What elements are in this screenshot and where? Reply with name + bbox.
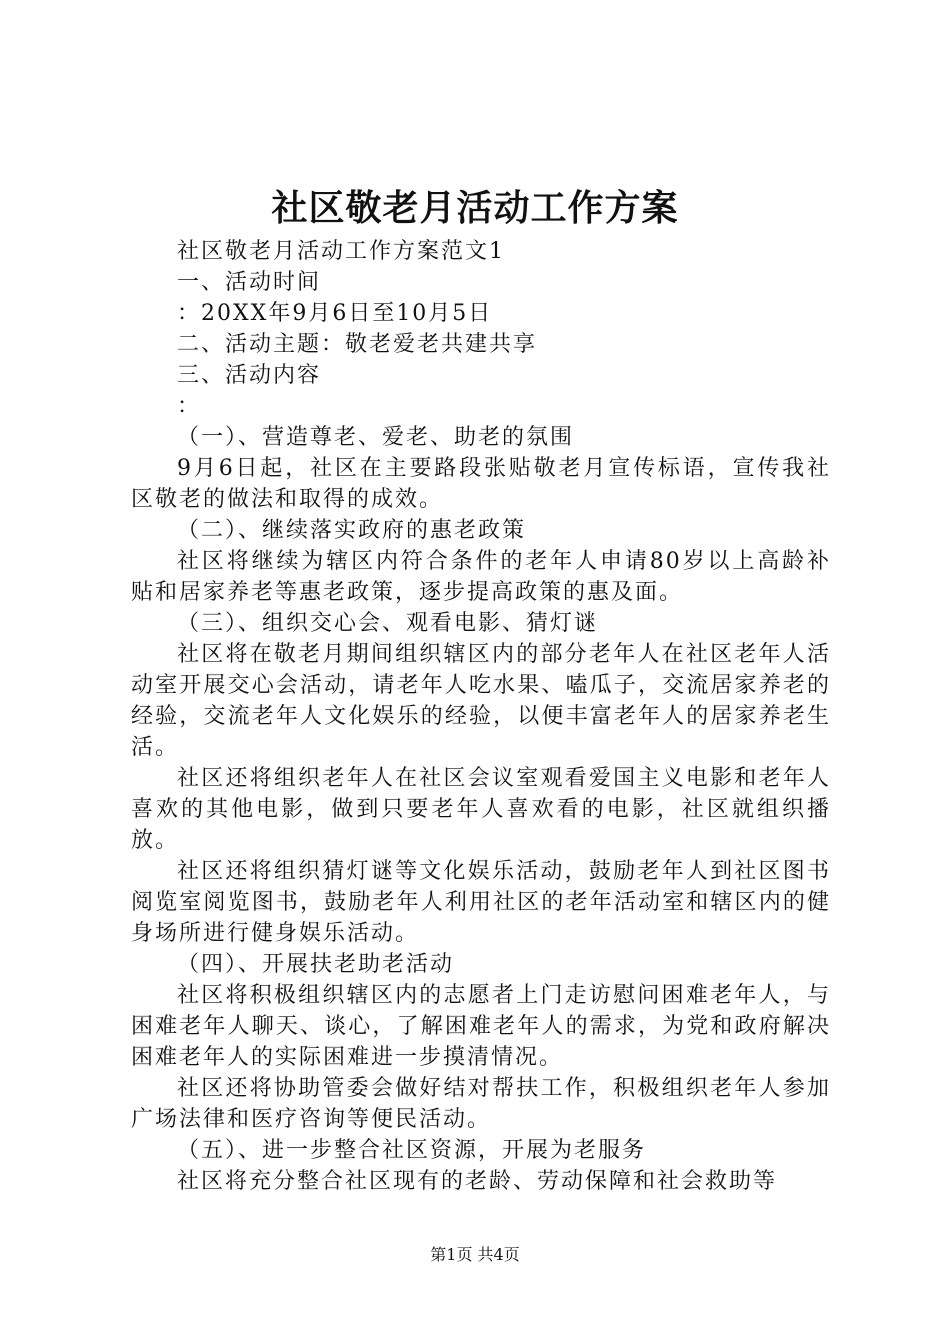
- section-heading-1: （一）、营造尊老、爱老、助老的氛围: [177, 425, 575, 450]
- heading-activity-time: 一、活动时间: [177, 270, 322, 295]
- section-4-paragraph-1: 社区将积极组织辖区内的志愿者上门走访慰问困难老年人，与困难老年人聊天、谈心，了解困难老年人的需求，为党和政府解决困难老年人的实际困难进一步摸清情况。: [131, 983, 831, 1070]
- section-3-paragraph-3: 社区还将组织猜灯谜等文化娱乐活动，鼓励老年人到社区图书阅览室阅览图书，鼓励老年人利用社区的老年活动室和辖区内的健身场所进行健身娱乐活动。: [131, 859, 831, 946]
- section-3-paragraph-1: 社区将在敬老月期间组织辖区内的部分老年人在社区老年人活动室开展交心会活动，请老年人吃水果、嗑瓜子，交流居家养老的经验，交流老年人文化娱乐的经验，以便丰富老年人的居家养老生活。: [131, 642, 831, 760]
- section-heading-3: （三）、组织交心会、观看电影、猜灯谜: [177, 611, 599, 636]
- section-heading-4: （四）、开展扶老助老活动: [177, 952, 455, 977]
- activity-time-value: ：20XX年9月6日至10月5日: [177, 301, 493, 326]
- section-2-paragraph-1: 社区将继续为辖区内符合条件的老年人申请80岁以上高龄补贴和居家养老等惠老政策，逐步提高政策的惠及面。: [131, 549, 831, 605]
- subtitle-line: 社区敬老月活动工作方案范文1: [177, 239, 505, 264]
- heading-activity-theme: 二、活动主题：敬老爱老共建共享: [177, 332, 538, 357]
- section-4-paragraph-2: 社区还将协助管委会做好结对帮扶工作，积极组织老年人参加广场法律和医疗咨询等便民活动。: [131, 1076, 831, 1132]
- section-5-paragraph-1: 社区将充分整合社区现有的老龄、劳动保障和社会救助等: [177, 1169, 778, 1194]
- document-body: [131, 236, 831, 1197]
- section-heading-2: （二）、继续落实政府的惠老政策: [177, 518, 527, 543]
- document-title: 社区敬老月活动工作方案: [271, 187, 679, 229]
- section-1-paragraph-1: 9月6日起，社区在主要路段张贴敬老月宣传标语，宣传我社区敬老的做法和取得的成效。: [131, 456, 831, 512]
- section-heading-5: （五）、进一步整合社区资源，开展为老服务: [177, 1138, 647, 1163]
- heading-activity-content: 三、活动内容: [177, 363, 322, 388]
- page-footer: 第1页 共4页: [430, 1245, 520, 1264]
- section-3-paragraph-2: 社区还将组织老年人在社区会议室观看爱国主义电影和老年人喜欢的其他电影，做到只要老年人喜欢看的电影，社区就组织播放。: [131, 766, 831, 853]
- colon-line: ：: [177, 394, 202, 419]
